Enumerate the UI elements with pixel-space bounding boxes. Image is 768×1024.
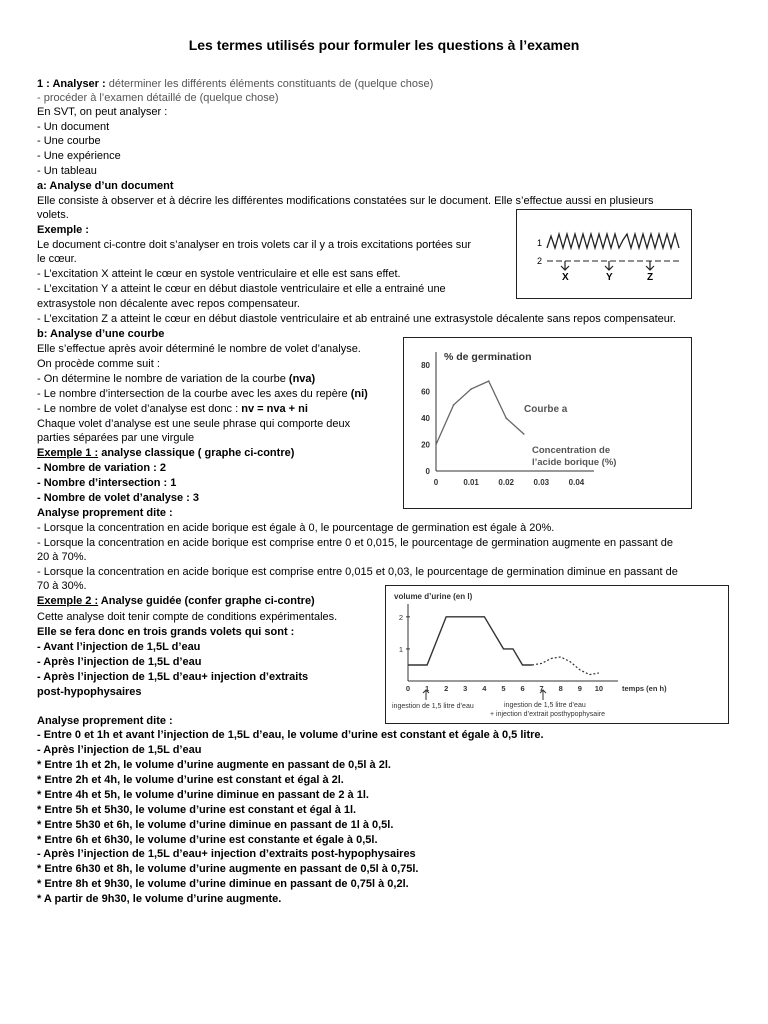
section-b-l6: Chaque volet d’analyse est une seule phrase qui comporte deux (37, 418, 351, 430)
section-a-z: - L’excitation Z a atteint le cœur en début diastole ventriculaire et ab entrainé une extrasystole décalente sans repos compensateur. (37, 313, 676, 325)
chart2-annotation-2: ingestion de 1,5 litre d’eau (504, 702, 586, 709)
example2-desc: Analyse guidée (confer graphe ci-contre) (98, 595, 315, 607)
example1-title (37, 446, 294, 460)
chart2-xtick: 6 (520, 684, 525, 693)
section-a-y2: extrasystole non décalente avec repos compensateur. (37, 298, 300, 310)
section-b-l4 (37, 387, 368, 401)
section-a-ex1b: le cœur. (37, 253, 77, 265)
analysis-1-a3b: 70 à 30%. (37, 580, 87, 592)
example2-v1: - Avant l’injection de 1,5L d’eau (37, 641, 201, 653)
chart1-ytick: 0 (425, 467, 430, 476)
arrow-z-icon (646, 261, 654, 270)
section1-heading: 1 : Analyser : (37, 78, 106, 90)
chart2-annotation-3: + injection d’extrait posthypophysaire (490, 711, 605, 718)
arrow-x-icon (561, 261, 569, 270)
trace-2-label: 2 (537, 256, 543, 266)
list-item: - Une courbe (37, 135, 101, 147)
section-a-y1: - L’excitation Y a atteint le cœur en début diastole ventriculaire et elle a entrainé une (37, 283, 446, 295)
arrow-up-icon (540, 690, 546, 700)
nv-line-3: - Nombre de volet d’analyse : 3 (37, 492, 199, 504)
chart1-xlabel-line1: Concentration de (532, 445, 611, 456)
chart1-point (523, 433, 525, 435)
result-line: * Entre 1h et 2h, le volume d’urine augmente en passant de 0,5l à 2l. (37, 759, 391, 771)
chart2-xtick: 8 (558, 684, 563, 693)
example2-v3b: post-hypophysaires (37, 686, 142, 698)
chart1-ytick: 40 (421, 414, 430, 424)
chart1-xlabel-line2: l’acide borique (%) (532, 457, 617, 468)
section1-def1: déterminer les différents éléments constituants de (quelque chose) (108, 78, 434, 90)
section1-definition (37, 77, 433, 91)
result-line: - Entre 0 et 1h et avant l’injection de 1,5L d’eau, le volume d’urine est constant et égale à 0,5 litre. (37, 729, 544, 741)
example2-l2: Elle se fera donc en trois grands volets qui sont : (37, 626, 295, 638)
chart2-annotation-1: ingestion de 1,5 litre d’eau (392, 703, 474, 710)
cardiogram-trace (547, 234, 679, 248)
list-item: - Un tableau (37, 165, 97, 177)
chart2-xtick: 10 (594, 684, 604, 693)
section-b-l5-bold: nv = nva + ni (241, 403, 308, 415)
example2-label: Exemple 2 : (37, 595, 99, 607)
chart2-xtick: 9 (577, 684, 582, 693)
cardiogram-svg (517, 210, 691, 298)
excitation-x-label: X (562, 272, 569, 283)
chart1-ytick: 60 (421, 387, 430, 397)
section-a-p1: Elle consiste à observer et à décrire les différentes modifications constatées sur le document. Elle s’effectue aussi en plusieurs (37, 195, 654, 207)
urine-chart-svg (386, 586, 728, 723)
analysis-1-a2: - Lorsque la concentration en acide borique est comprise entre 0 et 0,015, le pourcentage de germination augmente en passant de (37, 537, 673, 549)
example2-l1: Cette analyse doit tenir compte de conditions expérimentales. (37, 611, 338, 623)
chart2-xtick: 3 (463, 684, 468, 693)
germination-chart-svg (404, 338, 691, 508)
section-b-l3-bold: (nva) (288, 373, 316, 385)
arrow-y-icon (605, 261, 613, 270)
arrow-up-icon (423, 690, 429, 700)
chart1-point (470, 388, 472, 390)
analysis-heading-1: Analyse proprement dite : (37, 507, 173, 519)
chart1-xtick: 0.02 (498, 478, 515, 487)
chart2-ytick: 1 (398, 644, 403, 654)
result-line: * Entre 5h et 5h30, le volume d’urine est constant et égal à 1l. (37, 804, 357, 816)
excitation-y-label: Y (606, 272, 613, 283)
chart1-ytick: 20 (421, 440, 430, 450)
result-line: * Entre 6h et 6h30, le volume d’urine est constante et égale à 0,5l. (37, 834, 378, 846)
result-line: * Entre 8h et 9h30, le volume d’urine diminue en passant de 0,75l à 0,2l. (37, 878, 409, 890)
example2-title (37, 594, 315, 608)
chart1-point (505, 417, 507, 419)
chart2-xtick: 2 (444, 684, 449, 693)
section-b-l4-text: - Le nombre d’intersection de la courbe avec les axes du repère (37, 388, 348, 400)
page-title: Les termes utilisés pour formuler les questions à l’examen (188, 37, 580, 53)
chart1-point (435, 444, 437, 446)
section1-def2: - procéder à l’examen détaillé de (quelque chose) (37, 92, 279, 104)
list-item: - Une expérience (37, 150, 121, 162)
analysis-1-a3: - Lorsque la concentration en acide borique est comprise entre 0,015 et 0,03, le pourcentage de germination diminue en passant de (37, 566, 678, 578)
analysis-1-a2b: 20 à 70%. (37, 551, 87, 563)
result-line: * A partir de 9h30, le volume d’urine augmente. (37, 893, 282, 905)
trace-1-label: 1 (537, 238, 543, 248)
chart2-title: volume d’urine (en l) (394, 592, 473, 601)
chart2-series-line (408, 617, 532, 665)
result-line: * Entre 5h30 et 6h, le volume d’urine diminue en passant de 1l à 0,5l. (37, 819, 394, 831)
example2-v3: - Après l’injection de 1,5L d’eau+ injection d’extraits (37, 671, 309, 683)
chart1-xtick: 0.01 (463, 478, 479, 487)
chart1-series-label: Courbe a (524, 404, 568, 415)
section-a-example-label: Exemple : (37, 224, 89, 236)
section-b-l3-text: - On détermine le nombre de variation de la courbe (37, 373, 286, 385)
germination-chart (403, 337, 692, 509)
result-line: - Après l’injection de 1,5L d’eau (37, 744, 202, 756)
section-a-p1b: volets. (37, 209, 69, 221)
chart1-point (488, 380, 490, 382)
section-a-ex1: Le document ci-contre doit s’analyser en trois volets car il y a trois excitations portées sur (37, 239, 472, 251)
section-b-l1: Elle s’effectue après avoir déterminé le nombre de volet d’analyse. (37, 343, 361, 355)
result-line: - Après l’injection de 1,5L d’eau+ injection d’extraits post-hypophysaires (37, 848, 416, 860)
section-b-l2: On procède comme suit : (37, 358, 160, 370)
chart1-xtick: 0 (433, 478, 439, 487)
section-b-l3 (37, 372, 315, 386)
chart2-xtick: 0 (405, 684, 411, 693)
example1-desc: analyse classique ( graphe ci-contre) (98, 447, 295, 459)
nv-line-1: - Nombre de variation : 2 (37, 462, 166, 474)
analysis-heading-2: Analyse proprement dite : (37, 715, 173, 727)
chart1-xtick: 0.04 (568, 478, 585, 487)
section-b-heading: b: Analyse d’une courbe (37, 328, 165, 340)
chart1-xtick: 0.03 (533, 478, 550, 487)
urine-chart (385, 585, 729, 724)
nv-line-2: - Nombre d’intersection : 1 (37, 477, 177, 489)
chart1-series-line (436, 381, 524, 445)
excitation-z-label: Z (647, 272, 654, 283)
chart2-xtick: 5 (501, 684, 506, 693)
section-b-l5-text: - Le nombre de volet d’analyse est donc : (37, 403, 239, 415)
chart2-xtick: 4 (482, 684, 487, 693)
chart2-series-dotted (532, 657, 599, 675)
analysis-1-a1: - Lorsque la concentration en acide borique est égale à 0, le pourcentage de germination est égale à 20%. (37, 522, 555, 534)
section-b-l5 (37, 402, 308, 416)
chart2-xtick: 1 (425, 684, 430, 693)
chart1-point (453, 404, 455, 406)
section-a-heading: a: Analyse d’un document (37, 180, 174, 192)
result-line: * Entre 6h30 et 8h, le volume d’urine augmente en passant de 0,5l à 0,75l. (37, 863, 419, 875)
chart1-ytick: 80 (421, 361, 430, 371)
example2-v2: - Après l’injection de 1,5L d’eau (37, 656, 202, 668)
section-b-l7: parties séparées par une virgule (37, 432, 195, 444)
section-a-x: - L’excitation X atteint le cœur en systole ventriculaire et elle est sans effet. (37, 268, 401, 280)
example1-label: Exemple 1 : (37, 447, 99, 459)
section1-intro: En SVT, on peut analyser : (37, 106, 168, 118)
result-line: * Entre 2h et 4h, le volume d’urine est constant et égal à 2l. (37, 774, 344, 786)
list-item: - Un document (37, 121, 110, 133)
cardiogram-figure (516, 209, 692, 299)
chart2-ytick: 2 (398, 612, 403, 622)
chart2-xtick: 7 (539, 684, 544, 693)
chart2-xlabel: temps (en h) (622, 684, 667, 693)
result-line: * Entre 4h et 5h, le volume d’urine diminue en passant de 2 à 1l. (37, 789, 369, 801)
chart1-title: % de germination (444, 351, 532, 363)
section-b-l4-bold: (ni) (350, 388, 368, 400)
